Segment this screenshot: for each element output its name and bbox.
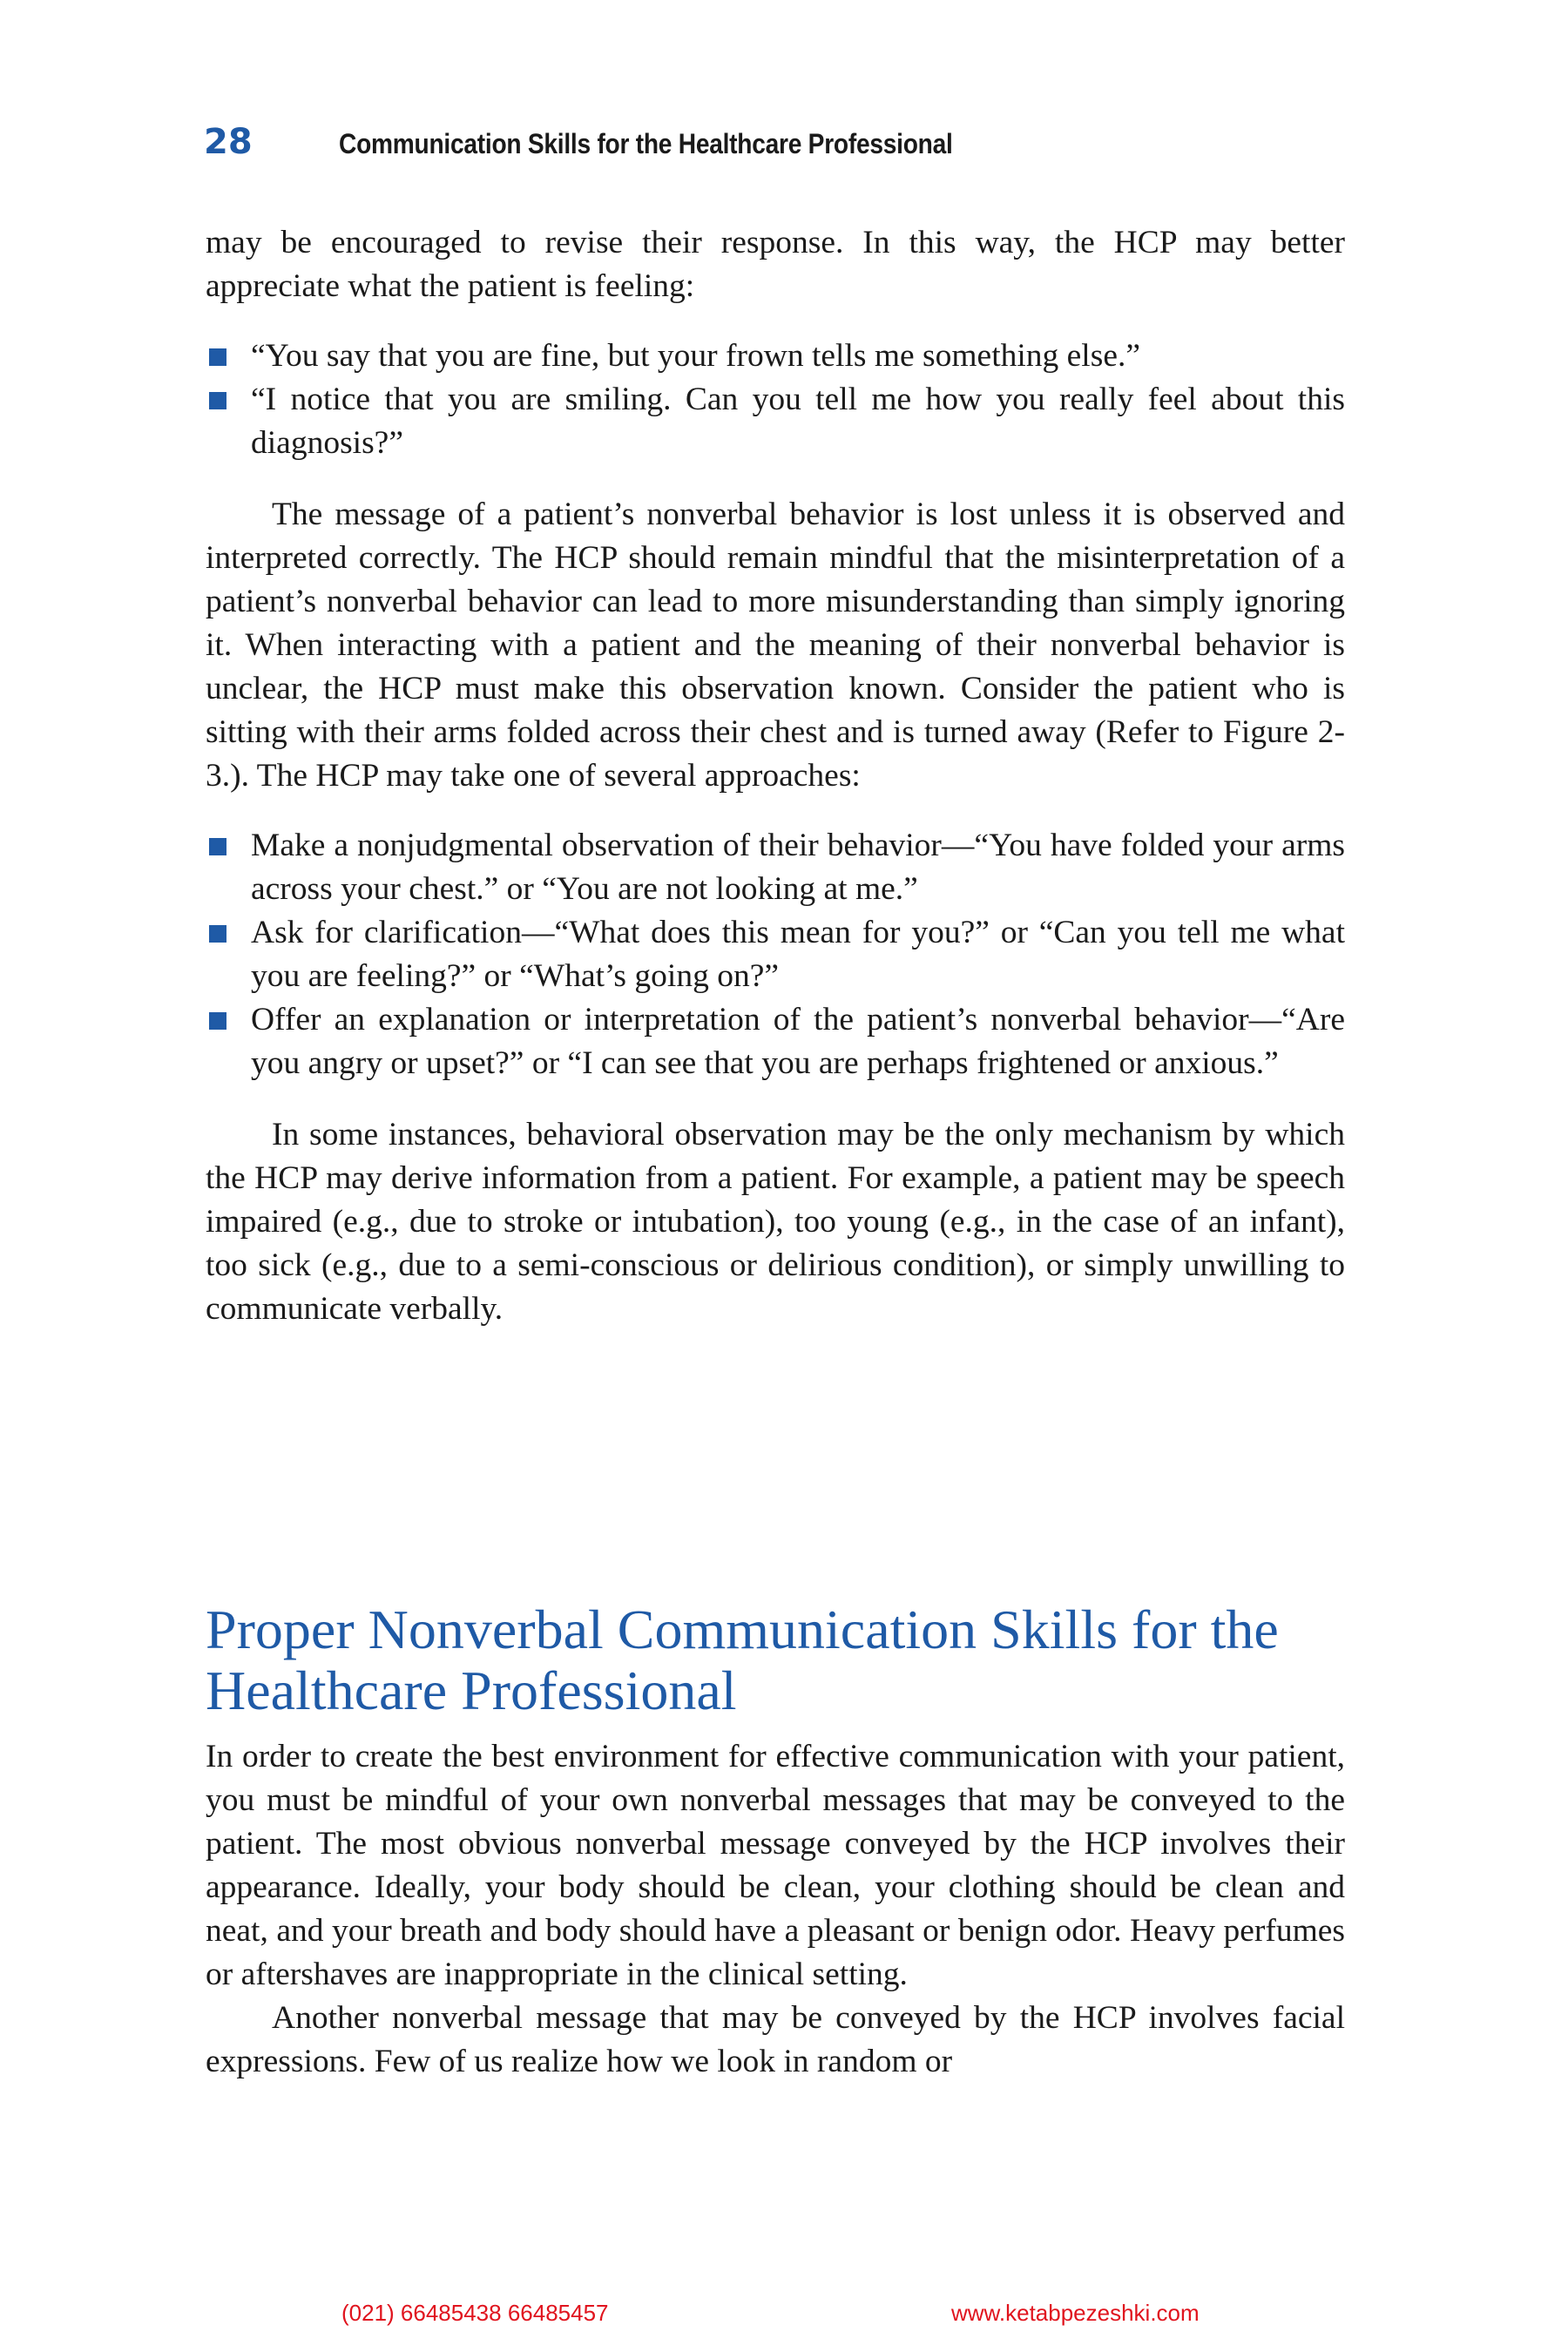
list-item (206, 998, 1345, 1085)
bullet-square-icon (209, 838, 226, 855)
paragraph-2: The message of a patient’s nonverbal behavior is lost unless it is observed and interpreted correctly. The HCP should remain mindful that the misinterpretation of a patient’s nonverbal behavior can lead to more misunderstanding than simply ignoring it. When interacting with a patient and the meaning of their nonverbal behavior is unclear, the HCP must make this observation known. Consider the patient who is sitting with their arms folded across their chest and is turned away (Refer to Figure 2-3.). The HCP may take one of several approaches: (206, 497, 1345, 794)
paragraph-5: Another nonverbal message that may be conveyed by the HCP involves facial expressions. Few of us realize how we look in random or (206, 2000, 1345, 2079)
bullet-square-icon (209, 392, 226, 409)
bullet-list-2 (206, 824, 1345, 1085)
list-item-text: Offer an explanation or interpretation of the patient’s nonverbal behavior—“Are you angry or upset?” or “I can see that you are perhaps frightened or anxious.” (251, 1002, 1345, 1081)
running-head (204, 122, 1037, 162)
list-item-text: “You say that you are fine, but your frown tells me something else.” (251, 338, 1140, 374)
bullet-square-icon (209, 348, 226, 366)
bullet-list-1 (206, 335, 1345, 465)
body-text-section (206, 1599, 1345, 2084)
paragraph-1: may be encouraged to revise their response. In this way, the HCP may better appreciate what the patient is feeling: (206, 225, 1345, 304)
list-item (206, 335, 1345, 378)
paragraph-3: In some instances, behavioral observation may be the only mechanism by which the HCP may derive information from a patient. For example, a patient may be speech impaired (e.g., due to stroke or intubation), too young (e.g., in the case of an infant), too sick (e.g., due to a semi-conscious or delirious condition), or simply unwilling to communicate verbally. (206, 1117, 1345, 1327)
list-item (206, 378, 1345, 465)
list-item-text: “I notice that you are smiling. Can you tell me how you really feel about this diagnosis?” (251, 382, 1345, 461)
footer-website: www.ketabpezeshki.com (951, 2300, 1200, 2326)
running-title: Communication Skills for the Healthcare Professional (339, 128, 953, 159)
list-item (206, 824, 1345, 911)
bullet-square-icon (209, 925, 226, 943)
footer-phone: (021) 66485438 66485457 (341, 2300, 609, 2326)
list-item-text: Make a nonjudgmental observation of their behavior—“You have folded your arms across your chest.” or “You are not looking at me.” (251, 828, 1345, 907)
bullet-square-icon (209, 1012, 226, 1030)
section-heading: Proper Nonverbal Communication Skills for the Healthcare Professional (206, 1598, 1279, 1721)
paragraph-4: In order to create the best environment for effective communication with your patient, you must be mindful of your own nonverbal messages that may be conveyed to the patient. The most obvious nonverbal message conveyed by the HCP involves their appearance. Ideally, your body should be clean, your clothing should be clean and neat, and your breath and body should have a pleasant or benign odor. Heavy perfumes or aftershaves are inappropriate in the clinical setting. (206, 1739, 1345, 1992)
list-item-text: Ask for clarification—“What does this mean for you?” or “Can you tell me what you are feeling?” or “What’s going on?” (251, 915, 1345, 994)
body-text-top (206, 221, 1345, 1331)
list-item (206, 911, 1345, 998)
page-number: 28 (204, 122, 253, 162)
